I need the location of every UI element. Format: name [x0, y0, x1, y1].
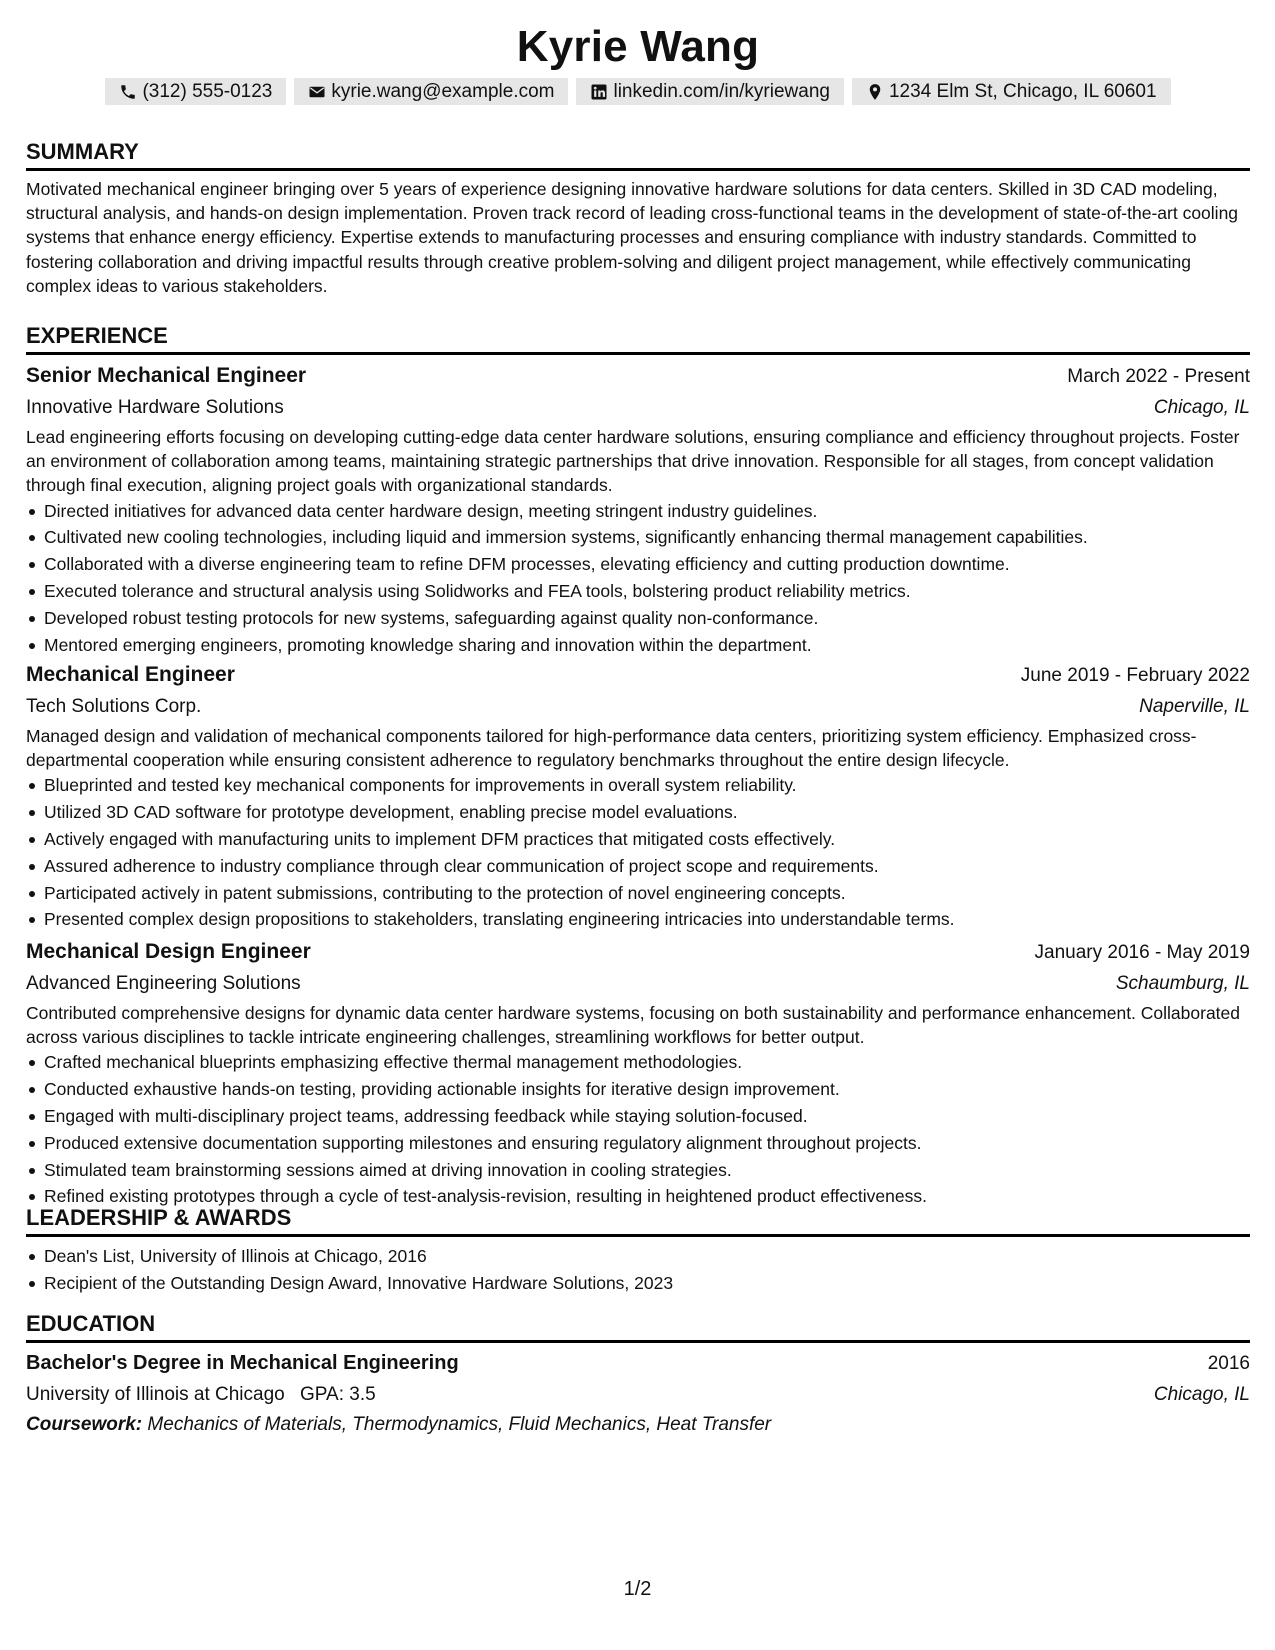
job-title: Mechanical Engineer — [26, 663, 235, 686]
envelope-icon — [308, 83, 326, 101]
job-entry — [26, 360, 1250, 658]
list-item: Crafted mechanical blueprints emphasizing effective thermal management methodologies. — [26, 1049, 1250, 1076]
section-divider — [26, 1340, 1250, 1343]
resume-page — [26, 0, 1250, 1435]
experience-section — [26, 323, 1250, 355]
map-marker-icon — [866, 83, 884, 101]
list-item: Executed tolerance and structural analysis using Solidworks and FEA tools, bolstering product reliability metrics. — [26, 578, 1250, 605]
list-item: Cultivated new cooling technologies, including liquid and immersion systems, significantly enhancing thermal management capabilities. — [26, 524, 1250, 551]
list-item: Produced extensive documentation supporting milestones and ensuring regulatory alignment throughout projects. — [26, 1130, 1250, 1157]
section-divider — [26, 1234, 1250, 1237]
summary-text: Motivated mechanical engineer bringing over 5 years of experience designing innovative hardware solutions for data centers. Skilled in 3D CAD modeling, structural analysis, and hands-on design implementation. Proven track record of leading cross-functional teams in the development of state-of-the-art cooling systems that enhance energy efficiency. Expertise extends to manufacturing processes and ensuring compliance with industry standards. Committed to fostering collaboration and driving impactful results through creative problem-solving and diligent project management, while effectively communicating complex ideas to various stakeholders. — [26, 179, 1239, 296]
job-location: Schaumburg, IL — [1115, 973, 1250, 994]
contact-linkedin-text: linkedin.com/in/kyriewang — [613, 81, 830, 102]
contact-email-text: kyrie.wang@example.com — [331, 81, 555, 102]
job-entry — [26, 659, 1250, 933]
section-title-education: EDUCATION — [26, 1311, 156, 1336]
list-item: Participated actively in patent submissions, contributing to the protection of novel engineering concepts. — [26, 880, 1250, 907]
coursework-label: Coursework: — [26, 1414, 143, 1435]
list-item: Actively engaged with manufacturing units to implement DFM practices that mitigated costs effectively. — [26, 826, 1250, 853]
list-item: Stimulated team brainstorming sessions aimed at driving innovation in cooling strategies. — [26, 1157, 1250, 1184]
job-entry — [26, 936, 1250, 1210]
list-item: Mentored emerging engineers, promoting knowledge sharing and innovation within the department. — [26, 632, 1250, 659]
section-title-summary: SUMMARY — [26, 139, 139, 164]
contact-linkedin[interactable] — [576, 78, 844, 105]
list-item: Refined existing prototypes through a cycle of test-analysis-revision, resulting in heightened product effectiveness. — [26, 1183, 1250, 1210]
phone-icon — [119, 83, 137, 101]
company-name: Innovative Hardware Solutions — [26, 397, 284, 418]
list-item: Utilized 3D CAD software for prototype development, enabling precise model evaluations. — [26, 799, 1250, 826]
list-item: Blueprinted and tested key mechanical components for improvements in overall system reliability. — [26, 772, 1250, 799]
job-bullets — [26, 1049, 1250, 1210]
coursework — [26, 1410, 1250, 1440]
education-section — [26, 1311, 1250, 1440]
school-location: Chicago, IL — [1153, 1384, 1250, 1405]
linkedin-icon — [590, 83, 608, 101]
section-title-leadership: LEADERSHIP & AWARDS — [26, 1205, 292, 1230]
section-title-experience: EXPERIENCE — [26, 323, 168, 348]
job-bullets — [26, 772, 1250, 933]
section-divider — [26, 168, 1250, 171]
job-location: Chicago, IL — [1153, 397, 1250, 418]
contact-address — [852, 78, 1171, 105]
company-name: Advanced Engineering Solutions — [26, 973, 301, 994]
candidate-name: Kyrie Wang — [516, 22, 760, 71]
job-title: Senior Mechanical Engineer — [26, 364, 307, 387]
page-number: 1/2 — [623, 1578, 652, 1600]
job-location: Naperville, IL — [1139, 696, 1250, 717]
contact-email[interactable] — [294, 78, 568, 105]
list-item: Engaged with multi-disciplinary project teams, addressing feedback while staying solution-focused. — [26, 1103, 1250, 1130]
list-item: Developed robust testing protocols for new systems, safeguarding against quality non-conformance. — [26, 605, 1250, 632]
list-item: Presented complex design propositions to stakeholders, translating engineering intricacies into understandable terms. — [26, 906, 1250, 933]
job-dates: January 2016 - May 2019 — [1034, 942, 1250, 963]
summary-section — [26, 139, 1250, 298]
contact-address-text: 1234 Elm St, Chicago, IL 60601 — [888, 81, 1157, 102]
list-item: Directed initiatives for advanced data center hardware design, meeting stringent industry guidelines. — [26, 498, 1250, 525]
job-title: Mechanical Design Engineer — [26, 940, 311, 963]
job-description: Contributed comprehensive designs for dynamic data center hardware systems, focusing on both sustainability and performance enhancement. Collaborated across various disciplines to tackle intricate engineering challenges, streamlining workflows for better output. — [26, 1003, 1241, 1048]
list-item: Recipient of the Outstanding Design Award, Innovative Hardware Solutions, 2023 — [26, 1270, 1250, 1297]
contact-phone-text: (312) 555-0123 — [142, 81, 273, 102]
job-description: Managed design and validation of mechanical components tailored for high-performance data centers, prioritizing system efficiency. Emphasized cross-departmental cooperation while ensuring consistent adherence to regulatory benchmarks throughout the entire design lifecycle. — [26, 726, 1197, 771]
list-item: Collaborated with a diverse engineering team to refine DFM processes, elevating efficiency and cutting production downtime. — [26, 551, 1250, 578]
coursework-list: Mechanics of Materials, Thermodynamics, Fluid Mechanics, Heat Transfer — [147, 1414, 772, 1435]
list-item: Conducted exhaustive hands-on testing, providing actionable insights for iterative design improvement. — [26, 1076, 1250, 1103]
job-dates: June 2019 - February 2022 — [1020, 665, 1250, 686]
job-dates: March 2022 - Present — [1067, 366, 1250, 387]
company-name: Tech Solutions Corp. — [26, 696, 202, 717]
gpa: GPA: 3.5 — [300, 1384, 376, 1405]
section-divider — [26, 352, 1250, 355]
list-item: Dean's List, University of Illinois at Chicago, 2016 — [26, 1243, 1250, 1270]
list-item: Assured adherence to industry compliance through clear communication of project scope and requirements. — [26, 853, 1250, 880]
degree-title: Bachelor's Degree in Mechanical Engineering — [26, 1352, 459, 1374]
leadership-section — [26, 1205, 1250, 1297]
school-name: University of Illinois at Chicago — [26, 1384, 285, 1405]
contact-phone[interactable] — [105, 78, 286, 105]
awards-list — [26, 1243, 1250, 1297]
job-bullets — [26, 498, 1250, 659]
graduation-year: 2016 — [1207, 1353, 1250, 1374]
job-description: Lead engineering efforts focusing on developing cutting-edge data center hardware solutions, ensuring compliance and efficiency throughout projects. Foster an environment of collaboration among teams, maintaining strategic partnerships that drive innovation. Responsible for all stages, from concept validation through final execution, aligning project goals with organizational standards. — [26, 427, 1240, 496]
contact-bar — [26, 78, 1250, 105]
